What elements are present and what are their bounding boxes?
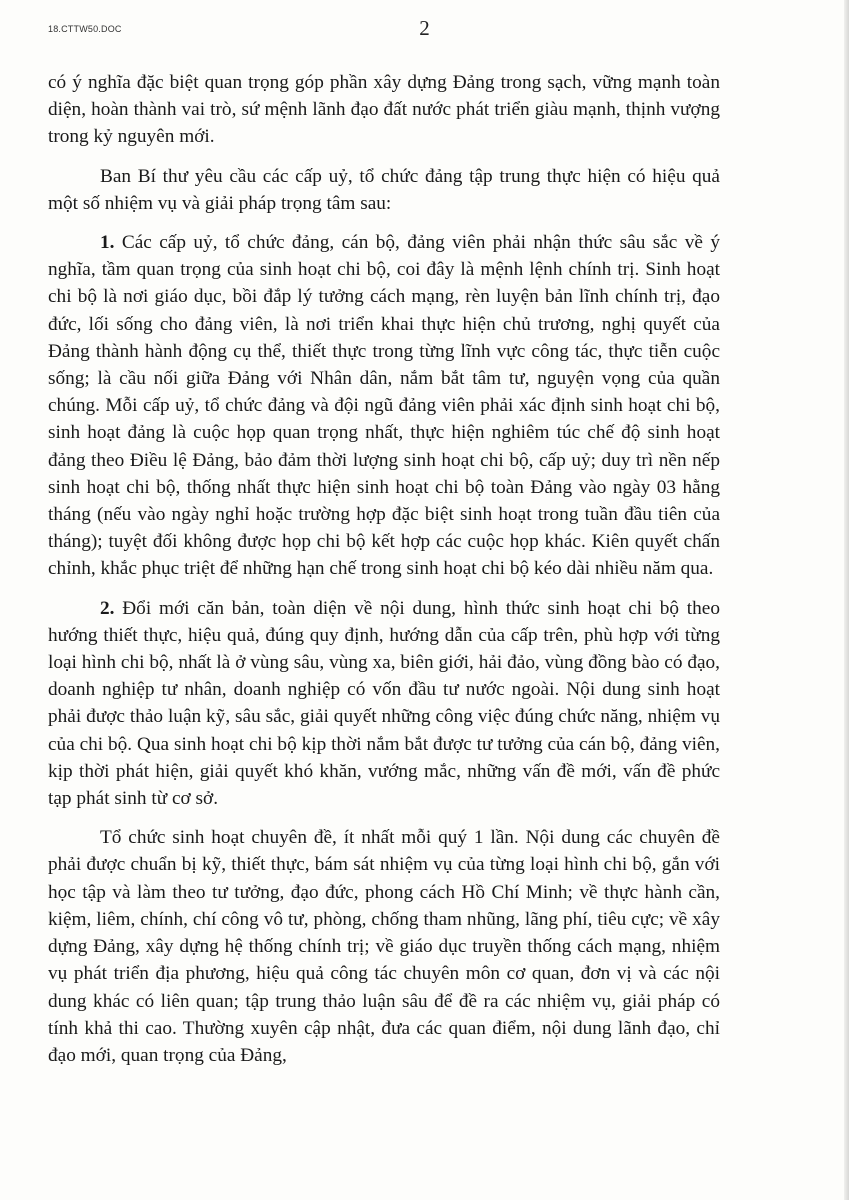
page-number: 2 (419, 16, 430, 40)
file-name-tag: 18.CTTW50.DOC (48, 24, 122, 34)
paragraph-text: Các cấp uỷ, tổ chức đảng, cán bộ, đảng viên phải nhận thức sâu sắc về ý nghĩa, tầm quan trọng của sinh hoạt chi bộ, coi đây là mệnh lệnh chính trị. Sinh hoạt chi bộ là nơi giáo dục, bồi đắp lý tưởng cách mạng, rèn luyện bản lĩnh chính trị, đạo đức, lối sống cho đảng viên, là nơi triển khai thực hiện chủ trương, nghị quyết của Đảng thành hành động cụ thể, thiết thực trong từng lĩnh vực công tác, thực tiễn cuộc sống; là cầu nối giữa Đảng với Nhân dân, nắm bắt tâm tư, nguyện vọng của quần chúng. Mỗi cấp uỷ, tổ chức đảng và đội ngũ đảng viên phải xác định sinh hoạt chi bộ, sinh hoạt đảng là cuộc họp quan trọng nhất, thực hiện nghiêm túc chế độ sinh hoạt đảng theo Điều lệ Đảng, bảo đảm thời lượng sinh hoạt chi bộ, cấp uỷ; duy trì nền nếp sinh hoạt chi bộ, thống nhất thực hiện sinh hoạt chi bộ toàn Đảng vào ngày 03 hằng tháng (nếu vào ngày nghỉ hoặc trường hợp đặc biệt sinh hoạt trong tuần đầu tiên của tháng); tuyệt đối không được họp chi bộ kết hợp các cuộc họp khác. Kiên quyết chấn chỉnh, khắc phục triệt để những hạn chế trong sinh hoạt chi bộ kéo dài nhiều năm qua. (48, 232, 720, 580)
item-number: 2. (100, 597, 115, 619)
document-body (48, 69, 720, 1081)
paragraph-request (48, 163, 720, 217)
paragraph-text: Ban Bí thư yêu cầu các cấp uỷ, tổ chức đảng tập trung thực hiện có hiệu quả một số nhiệm vụ và giải pháp trọng tâm sau: (48, 165, 720, 214)
scan-edge-shadow (844, 0, 849, 1200)
paragraph-item-1 (48, 229, 720, 583)
paragraph-thematic-sessions (48, 824, 720, 1069)
paragraph-text: có ý nghĩa đặc biệt quan trọng góp phần xây dựng Đảng trong sạch, vững mạnh toàn diện, hoàn thành vai trò, sứ mệnh lãnh đạo đất nước phát triển giàu mạnh, thịnh vượng trong kỷ nguyên mới. (48, 72, 720, 148)
paragraph-text: Đổi mới căn bản, toàn diện về nội dung, hình thức sinh hoạt chi bộ theo hướng thiết thực, hiệu quả, đúng quy định, hướng dẫn của cấp trên, phù hợp với từng loại hình chi bộ, nhất là ở vùng sâu, vùng xa, biên giới, hải đảo, vùng đồng bào có đạo, doanh nghiệp tư nhân, doanh nghiệp có vốn đầu tư nước ngoài. Nội dung sinh hoạt phải được thảo luận kỹ, sâu sắc, giải quyết những công việc đúng chức năng, nhiệm vụ của chi bộ. Qua sinh hoạt chi bộ kịp thời nắm bắt được tư tưởng của cán bộ, đảng viên, kịp thời phát hiện, giải quyết khó khăn, vướng mắc, những vấn đề mới, vấn đề phức tạp phát sinh từ cơ sở. (48, 597, 720, 810)
paragraph-text: Tổ chức sinh hoạt chuyên đề, ít nhất mỗi quý 1 lần. Nội dung các chuyên đề phải được chuẩn bị kỹ, thiết thực, bám sát nhiệm vụ của từng loại hình chi bộ, gắn với học tập và làm theo tư tưởng, đạo đức, phong cách Hồ Chí Minh; về thực hành cần, kiệm, liêm, chính, chí công vô tư, phòng, chống tham nhũng, lãng phí, tiêu cực; về xây dựng Đảng, xây dựng hệ thống chính trị; về giáo dục truyền thống cách mạng, nhiệm vụ phát triển địa phương, hiệu quả công tác chuyên môn cơ quan, đơn vị và các nội dung khác có liên quan; tập trung thảo luận sâu để đề ra các nhiệm vụ, giải pháp có tính khả thi cao. Thường xuyên cập nhật, đưa các quan điểm, nội dung lãnh đạo, chỉ đạo mới, quan trọng của Đảng, (48, 827, 720, 1066)
paragraph-continuation (48, 69, 720, 151)
paragraph-item-2 (48, 595, 720, 813)
item-number: 1. (100, 232, 115, 254)
